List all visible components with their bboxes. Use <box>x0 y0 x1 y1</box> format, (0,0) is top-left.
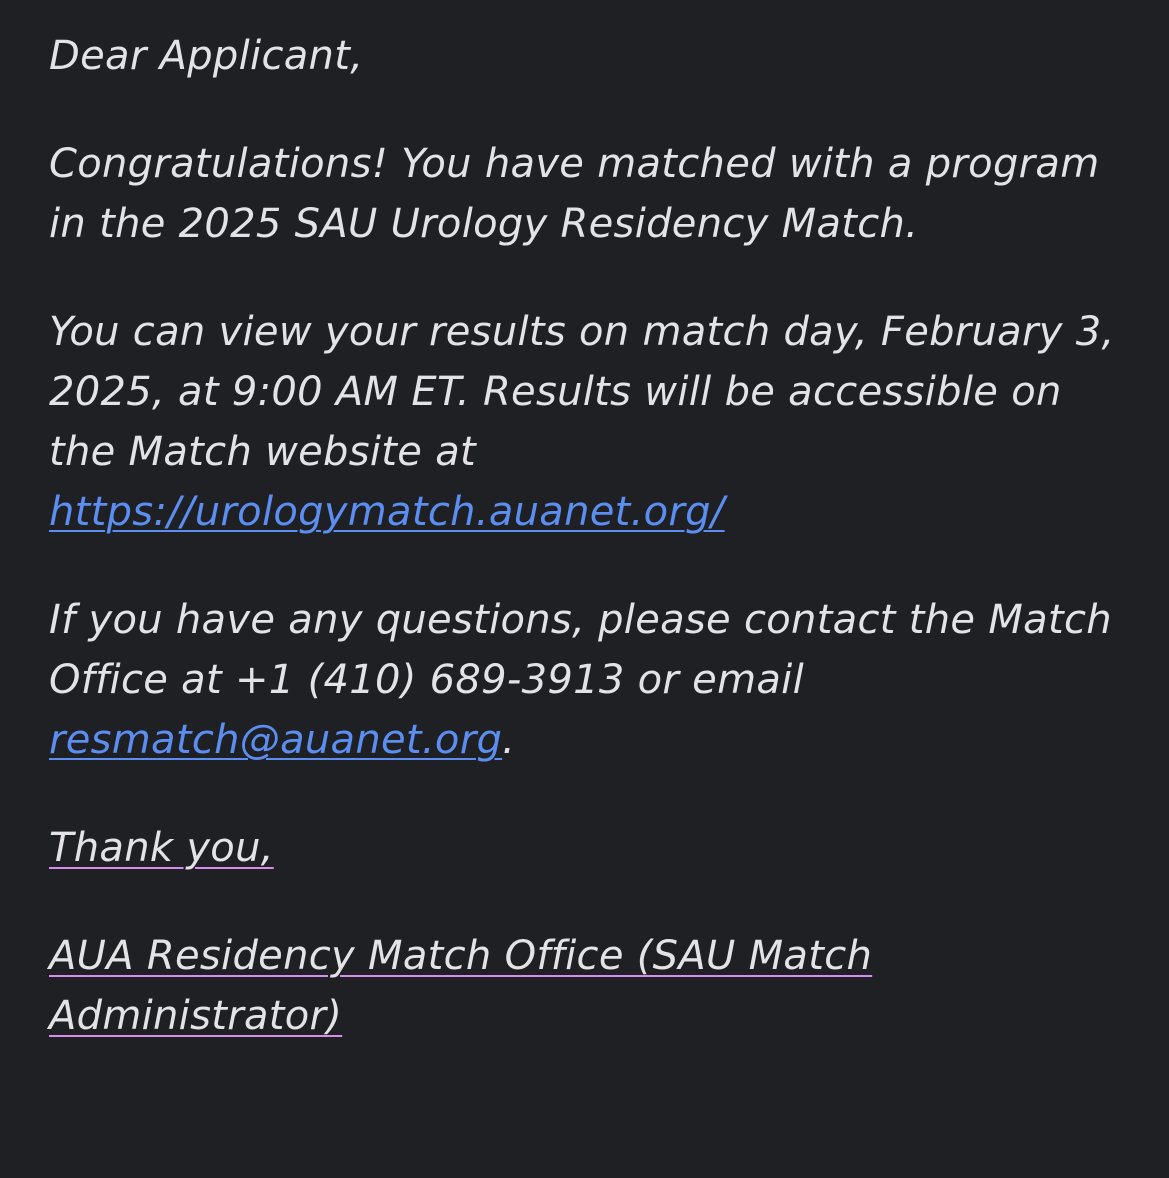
signature-text: AUA Residency Match Office (SAU Match Administrator) <box>49 933 873 1039</box>
contact-text: If you have any questions, please contact the Match Office at +1 (410) 689-3913 or email <box>49 597 1112 703</box>
congratulations-paragraph: Congratulations! You have matched with a program in the 2025 SAU Urology Residency Match. <box>49 141 1100 247</box>
signature <box>49 926 1129 1046</box>
closing <box>49 818 1129 878</box>
match-website-link[interactable]: https://urologymatch.auanet.org/ <box>49 489 725 535</box>
closing-text: Thank you, <box>49 825 274 871</box>
email-link[interactable]: resmatch@auanet.org <box>49 717 503 763</box>
contact-paragraph <box>49 590 1129 770</box>
results-paragraph <box>49 302 1129 542</box>
greeting: Dear Applicant, <box>49 33 364 79</box>
contact-period: . <box>502 717 516 763</box>
results-text: You can view your results on match day, February 3, 2025, at 9:00 AM ET. Results will be accessible on the Match website at <box>49 309 1115 475</box>
